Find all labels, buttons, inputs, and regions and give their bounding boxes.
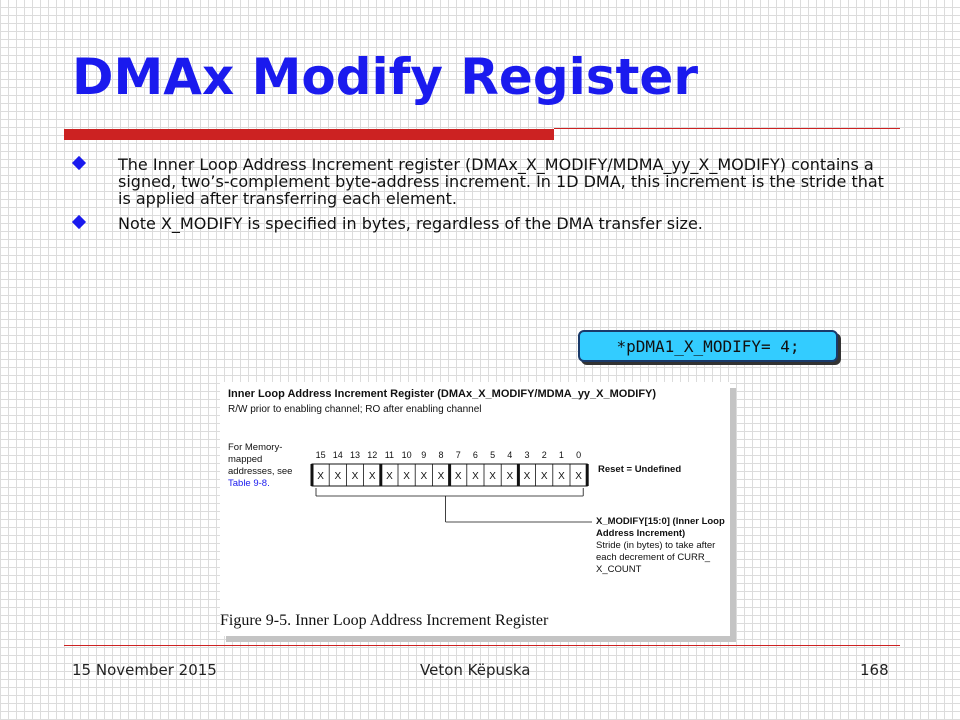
field-description	[596, 516, 728, 576]
bit-value: X	[575, 471, 582, 482]
bit-value: X	[437, 471, 445, 482]
bit-number: 14	[332, 450, 343, 460]
figure-subheading: R/W prior to enabling channel; RO after enabling channel	[228, 404, 482, 415]
bit-number: 0	[576, 450, 582, 460]
footer-author: Veton Këpuska	[420, 661, 531, 679]
bit-value: X	[558, 471, 565, 482]
bit-number: 12	[367, 450, 378, 460]
bullet-item	[72, 156, 892, 207]
bit-number: 10	[401, 450, 412, 460]
bit-number: 5	[490, 450, 496, 460]
footer-rule	[64, 645, 900, 646]
slide-title: DMAx Modify Register	[72, 48, 698, 106]
bit-value: X	[334, 471, 342, 482]
bit-value: X	[386, 471, 393, 482]
register-bit-diagram	[220, 382, 730, 636]
bit-number: 4	[507, 450, 513, 460]
bullet-list	[72, 156, 892, 240]
footer-date: 15 November 2015	[72, 661, 217, 679]
bullet-text: Note X_MODIFY is specified in bytes, regardless of the DMA transfer size.	[118, 214, 703, 233]
bit-value: X	[403, 471, 410, 482]
bit-number: 3	[524, 450, 530, 460]
bit-value: X	[420, 471, 428, 482]
bit-number: 8	[438, 450, 444, 460]
bit-value: X	[489, 471, 496, 482]
bit-number: 7	[455, 450, 461, 460]
bullet-text: The Inner Loop Address Increment register (DMAx_X_MODIFY/MDMA_yy_X_MODIFY) contains a signed, two’s-complement byte-address increment. In 1D DMA, this increment is the stride that is applied after transferring each element.	[118, 155, 884, 208]
bit-value: X	[454, 471, 462, 482]
bit-value: X	[540, 471, 548, 482]
bullet-item	[72, 215, 892, 232]
figure-heading: Inner Loop Address Increment Register (DMAx_X_MODIFY/MDMA_yy_X_MODIFY)	[228, 388, 657, 400]
field-desc: Stride (in bytes) to take after each decrement of CURR_ X_COUNT	[596, 540, 716, 575]
bit-value: X	[317, 471, 324, 482]
bit-value: X	[368, 471, 376, 482]
code-callout: *pDMA1_X_MODIFY= 4;	[578, 330, 838, 362]
diamond-bullet-icon	[72, 156, 86, 170]
bit-number: 11	[384, 450, 395, 460]
bit-number: 15	[315, 450, 326, 460]
bit-value: X	[523, 471, 531, 482]
diamond-bullet-icon	[72, 215, 86, 229]
bit-value: X	[506, 471, 514, 482]
figure-note-text: For Memory-mapped addresses, see	[228, 442, 293, 477]
title-underline-thin	[554, 128, 900, 129]
field-name: X_MODIFY[15:0] (Inner Loop Address Increment)	[596, 516, 725, 539]
slide-number: 168	[860, 661, 889, 679]
bit-number: 13	[349, 450, 361, 460]
bit-value: X	[472, 471, 479, 482]
bit-number: 2	[541, 450, 547, 460]
figure-caption: Figure 9-5. Inner Loop Address Increment Register	[220, 612, 549, 629]
bit-number: 6	[472, 450, 478, 460]
reset-value: Reset = Undefined	[598, 464, 682, 475]
bit-number: 9	[421, 450, 427, 460]
bit-value: X	[351, 471, 359, 482]
title-underline-thick	[64, 129, 554, 140]
figure-note-ref: Table 9-8.	[228, 478, 270, 489]
bit-number: 1	[558, 450, 564, 460]
register-figure	[220, 382, 730, 636]
